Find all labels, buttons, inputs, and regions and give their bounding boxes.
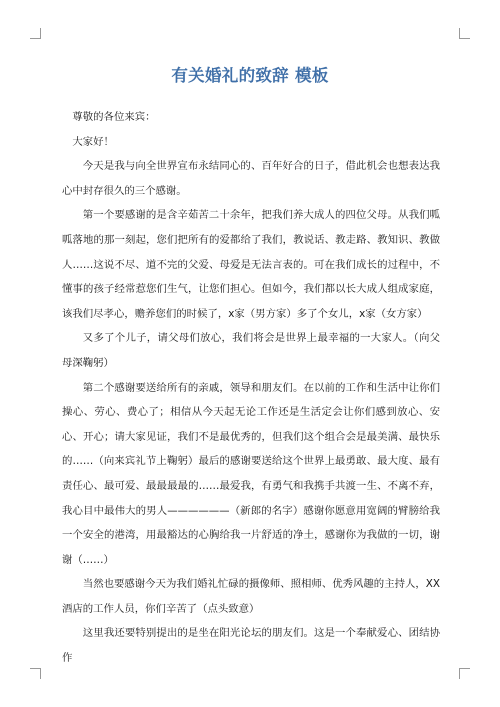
document-title: 有关婚礼的致辞 模板	[171, 66, 329, 85]
paragraph-salutation: 尊敬的各位来宾：	[72, 111, 156, 123]
paragraph: 这里我还要特别提出的是坐在阳光论坛的朋友们。这是一个奉献爱心、团结协作	[62, 627, 440, 665]
paragraph: 今天是我与向全世界宣布永结同心的、百年好合的日子，借此机会也想表达我心中封存很久的三个感谢。	[62, 160, 440, 197]
paragraph-greeting: 大家好！	[72, 135, 114, 148]
crop-mark-bottom-right	[459, 668, 470, 679]
paragraph: 第二个感谢要送给所有的亲戚，领导和朋友们。在以前的工作和生活中让你们操心、劳心、费心了；相信从今天起无论工作还是生活定会让你们感到放心、安心、开心；请大家见证，我们不是最优秀的，但我们这个组合会是最美满、最快乐的……（向来宾礼节上鞠躬）最后的感谢要送给这个世界上最勇敢、最大度、最有责任心、最可爱、最最最最的……最爱我，有勇气和我携手共渡一生、不离不弃，我心目中最伟大的男人——————（新郎的名字）感谢你愿意用宽阔的臂膀给我一个安全的港湾，用最豁达的心胸给我一片舒适的净土，感谢你为我做的一切，谢谢（……）	[62, 381, 440, 566]
crop-mark-top-right	[459, 28, 470, 39]
crop-mark-bottom-left	[30, 668, 41, 679]
paragraph: 又多了个儿子，请父母们放心，我们将会是世界上最幸福的一大家人。（向父母深鞠躬）	[62, 332, 440, 369]
paragraph: 当然也要感谢今天为我们婚礼忙碌的摄像师、照相师、优秀风趣的主持人，XX酒店的工作人员，你们辛苦了（点头致意）	[62, 578, 440, 615]
document-body	[62, 105, 440, 671]
paragraph: 第一个要感谢的是含辛茹苦二十余年，把我们养大成人的四位父母。从我们呱呱落地的那一刻起，您们把所有的爱都给了我们，教说话、教走路、教知识、教做人……这说不尽、道不完的父爱、母爱是无法言表的。可在我们成长的过程中，不懂事的孩子经常惹您们生气，让您们担心。但如今，我们都以长大成人组成家庭，该我们尽孝心，赡养您们的时候了，x家（男方家）多了个女儿，x家（女方家）	[62, 209, 440, 320]
crop-mark-top-left	[30, 28, 41, 39]
